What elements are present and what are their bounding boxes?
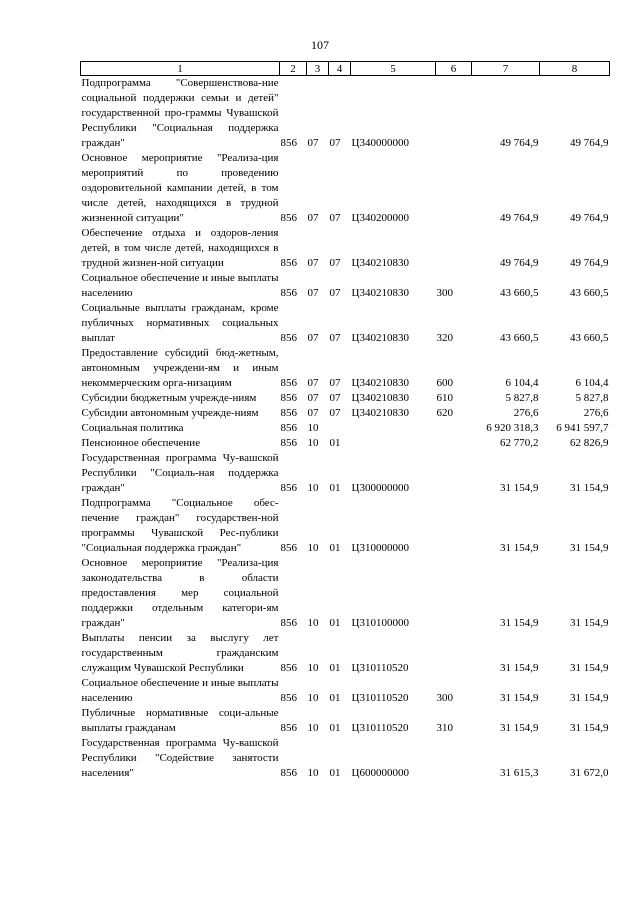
- row-name-cell: Выплаты пенсии за выслугу лет государственным гражданским служащим Чувашской Республики: [81, 632, 279, 674]
- row-name-cell: Подпрограмма "Социальное обес-печение граждан" государствен-ной программы Чувашской Рес-публики "Социальная поддержка граждан": [81, 497, 279, 554]
- table-row: [81, 736, 610, 781]
- row-csr-cell: Ц340210830: [351, 407, 409, 419]
- row-sum-2025-cell: 43 660,5: [570, 287, 609, 299]
- row-pr-cell: 07: [329, 212, 341, 224]
- table-row: [81, 406, 610, 421]
- row-gr-cell: 856: [280, 377, 297, 389]
- row-rz-cell: 10: [307, 482, 319, 494]
- row-pr-cell: 01: [329, 662, 341, 674]
- column-header: 2: [280, 62, 307, 76]
- row-sum-2024-cell: 5 827,8: [505, 392, 539, 404]
- row-csr-cell: Ц340000000: [351, 137, 409, 149]
- row-sum-2025-cell: 62 826,9: [570, 437, 609, 449]
- row-rz-cell: 07: [307, 392, 319, 404]
- row-name-cell: Субсидии бюджетным учрежде-ниям: [81, 392, 257, 404]
- row-vr-cell: [436, 436, 472, 451]
- row-csr-cell: Ц600000000: [351, 767, 409, 779]
- row-rz-cell: 07: [307, 287, 319, 299]
- row-sum-2025-cell: 49 764,9: [570, 257, 609, 269]
- row-rz-cell: 07: [307, 257, 319, 269]
- row-gr-cell: 856: [280, 422, 297, 434]
- row-vr-cell: 300: [436, 287, 453, 299]
- row-vr-cell: 620: [436, 407, 453, 419]
- row-sum-2025-cell: 31 672,0: [570, 767, 609, 779]
- row-gr-cell: 856: [280, 617, 297, 629]
- row-vr-cell: [436, 421, 472, 436]
- row-sum-2025-cell: 5 827,8: [575, 392, 609, 404]
- row-vr-cell: 300: [436, 692, 453, 704]
- row-rz-cell: 07: [307, 332, 319, 344]
- row-sum-2025-cell: 49 764,9: [570, 212, 609, 224]
- table-row: [81, 301, 610, 346]
- row-gr-cell: 856: [280, 542, 297, 554]
- column-header: 1: [81, 62, 280, 76]
- row-rz-cell: 10: [307, 422, 319, 434]
- column-header: 4: [329, 62, 351, 76]
- row-csr-cell: Ц340210830: [351, 377, 409, 389]
- row-name-cell: Основное мероприятие "Реализа-ция мероприятий по проведению оздоровительной кампании детей, в том числе детей, находящихся в трудной жизненной ситуации": [81, 152, 279, 224]
- row-sum-2025-cell: 31 154,9: [570, 542, 609, 554]
- row-rz-cell: 07: [307, 137, 319, 149]
- row-sum-2024-cell: 31 154,9: [500, 662, 539, 674]
- row-vr-cell: [436, 556, 472, 631]
- row-sum-2025-cell: 276,6: [583, 407, 609, 419]
- table-row: [81, 421, 610, 436]
- row-pr-cell: 01: [329, 692, 341, 704]
- row-vr-cell: [436, 226, 472, 271]
- row-pr-cell: 01: [329, 482, 341, 494]
- row-csr-cell: [351, 436, 436, 451]
- row-sum-2024-cell: 49 764,9: [500, 137, 539, 149]
- table-row: [81, 556, 610, 631]
- row-name-cell: Государственная программа Чу-вашской Республики "Социаль-ная поддержка граждан": [81, 452, 279, 494]
- table-row: [81, 436, 610, 451]
- table-row: [81, 346, 610, 391]
- column-header: 6: [436, 62, 472, 76]
- row-sum-2025-cell: 31 154,9: [570, 482, 609, 494]
- row-sum-2024-cell: 62 770,2: [500, 437, 539, 449]
- table-row: [81, 451, 610, 496]
- row-sum-2025-cell: 31 154,9: [570, 722, 609, 734]
- column-header: 3: [307, 62, 329, 76]
- row-vr-cell: [436, 151, 472, 226]
- row-csr-cell: Ц310110520: [351, 722, 409, 734]
- row-vr-cell: 610: [436, 392, 453, 404]
- row-pr-cell: [329, 421, 351, 436]
- table-row: [81, 271, 610, 301]
- column-header: 8: [540, 62, 610, 76]
- row-pr-cell: 01: [329, 617, 341, 629]
- row-name-cell: Подпрограмма "Совершенствова-ние социальной поддержки семьи и детей" государственной про-граммы Чувашской Республики "Социальная поддержка граждан": [81, 77, 279, 149]
- row-gr-cell: 856: [280, 722, 297, 734]
- row-pr-cell: 07: [329, 407, 341, 419]
- row-gr-cell: 856: [280, 287, 297, 299]
- column-header: 5: [351, 62, 436, 76]
- row-sum-2025-cell: 43 660,5: [570, 332, 609, 344]
- table-row: [81, 496, 610, 556]
- page-number: 107: [311, 38, 329, 52]
- row-gr-cell: 856: [280, 332, 297, 344]
- row-csr-cell: Ц340210830: [351, 392, 409, 404]
- table-row: [81, 676, 610, 706]
- row-gr-cell: 856: [280, 662, 297, 674]
- row-gr-cell: 856: [280, 692, 297, 704]
- row-vr-cell: 600: [436, 377, 453, 389]
- table-row: [81, 391, 610, 406]
- row-sum-2024-cell: 31 615,3: [500, 767, 539, 779]
- table-row: [81, 706, 610, 736]
- row-pr-cell: 07: [329, 137, 341, 149]
- row-gr-cell: 856: [280, 212, 297, 224]
- row-sum-2025-cell: 6 104,4: [575, 377, 609, 389]
- row-gr-cell: 856: [280, 407, 297, 419]
- row-rz-cell: 10: [307, 692, 319, 704]
- row-sum-2024-cell: 31 154,9: [500, 542, 539, 554]
- row-sum-2024-cell: 276,6: [513, 407, 539, 419]
- row-sum-2024-cell: 49 764,9: [500, 212, 539, 224]
- row-sum-2024-cell: 6 104,4: [505, 377, 539, 389]
- row-sum-2025-cell: 49 764,9: [570, 137, 609, 149]
- row-sum-2024-cell: 31 154,9: [500, 482, 539, 494]
- row-name-cell: Социальное обеспечение и иные выплаты населению: [81, 677, 279, 704]
- row-rz-cell: 10: [307, 617, 319, 629]
- row-pr-cell: 01: [329, 767, 341, 779]
- table-row: [81, 631, 610, 676]
- row-name-cell: Публичные нормативные соци-альные выплаты гражданам: [81, 707, 279, 734]
- row-pr-cell: 01: [329, 437, 341, 449]
- row-rz-cell: 10: [307, 722, 319, 734]
- row-name-cell: Предоставление субсидий бюд-жетным, автономным учреждени-ям и иным некоммерческим орга-низациям: [81, 347, 279, 389]
- row-rz-cell: 10: [307, 437, 319, 449]
- row-csr-cell: Ц340200000: [351, 212, 409, 224]
- row-vr-cell: [436, 631, 472, 676]
- row-name-cell: Пенсионное обеспечение: [81, 437, 201, 449]
- row-sum-2024-cell: 31 154,9: [500, 617, 539, 629]
- row-gr-cell: 856: [280, 392, 297, 404]
- row-gr-cell: 856: [280, 437, 297, 449]
- row-csr-cell: Ц300000000: [351, 482, 409, 494]
- row-vr-cell: [436, 76, 472, 152]
- row-sum-2024-cell: 31 154,9: [500, 692, 539, 704]
- table-row: [81, 226, 610, 271]
- row-csr-cell: Ц310110520: [351, 692, 409, 704]
- row-gr-cell: 856: [280, 482, 297, 494]
- row-pr-cell: 01: [329, 722, 341, 734]
- row-vr-cell: [436, 736, 472, 781]
- table-row: [81, 151, 610, 226]
- row-vr-cell: 320: [436, 332, 453, 344]
- row-vr-cell: 310: [436, 722, 453, 734]
- row-gr-cell: 856: [280, 137, 297, 149]
- row-name-cell: Социальные выплаты гражданам, кроме публичных нормативных социальных выплат: [81, 302, 279, 344]
- row-name-cell: Субсидии автономным учрежде-ниям: [81, 407, 259, 419]
- row-name-cell: Социальная политика: [81, 422, 184, 434]
- row-rz-cell: 07: [307, 407, 319, 419]
- row-pr-cell: 07: [329, 392, 341, 404]
- row-pr-cell: 07: [329, 287, 341, 299]
- row-rz-cell: 10: [307, 767, 319, 779]
- budget-table: [80, 61, 610, 781]
- row-vr-cell: [436, 496, 472, 556]
- row-csr-cell: Ц310000000: [351, 542, 409, 554]
- row-sum-2024-cell: 49 764,9: [500, 257, 539, 269]
- row-rz-cell: 07: [307, 377, 319, 389]
- row-csr-cell: Ц310110520: [351, 662, 409, 674]
- table-row: [81, 76, 610, 152]
- row-sum-2024-cell: 43 660,5: [500, 287, 539, 299]
- row-csr-cell: Ц310100000: [351, 617, 409, 629]
- row-sum-2025-cell: 31 154,9: [570, 617, 609, 629]
- row-rz-cell: 07: [307, 212, 319, 224]
- column-header: 7: [472, 62, 540, 76]
- row-rz-cell: 10: [307, 542, 319, 554]
- row-sum-2025-cell: 6 941 597,7: [556, 422, 609, 434]
- header-row: [81, 62, 610, 76]
- row-vr-cell: [436, 451, 472, 496]
- row-pr-cell: 01: [329, 542, 341, 554]
- row-sum-2024-cell: 6 920 318,3: [486, 422, 539, 434]
- row-gr-cell: 856: [280, 767, 297, 779]
- row-name-cell: Обеспечение отдыха и оздоров-ления детей, в том числе детей, находящихся в трудной жизнен-ной ситуации: [81, 227, 279, 269]
- row-csr-cell: [351, 421, 436, 436]
- row-sum-2024-cell: 43 660,5: [500, 332, 539, 344]
- row-pr-cell: 07: [329, 377, 341, 389]
- row-name-cell: Основное мероприятие "Реализа-ция законодательства в области предоставления мер социальной поддержки отдельным категори-ям граждан": [81, 557, 279, 629]
- row-rz-cell: 10: [307, 662, 319, 674]
- row-name-cell: Социальное обеспечение и иные выплаты населению: [81, 272, 279, 299]
- row-pr-cell: 07: [329, 332, 341, 344]
- row-sum-2024-cell: 31 154,9: [500, 722, 539, 734]
- row-csr-cell: Ц340210830: [351, 257, 409, 269]
- row-sum-2025-cell: 31 154,9: [570, 662, 609, 674]
- row-pr-cell: 07: [329, 257, 341, 269]
- row-sum-2025-cell: 31 154,9: [570, 692, 609, 704]
- row-name-cell: Государственная программа Чу-вашской Республики "Содействие занятости населения": [81, 737, 279, 779]
- row-csr-cell: Ц340210830: [351, 332, 409, 344]
- row-csr-cell: Ц340210830: [351, 287, 409, 299]
- row-gr-cell: 856: [280, 257, 297, 269]
